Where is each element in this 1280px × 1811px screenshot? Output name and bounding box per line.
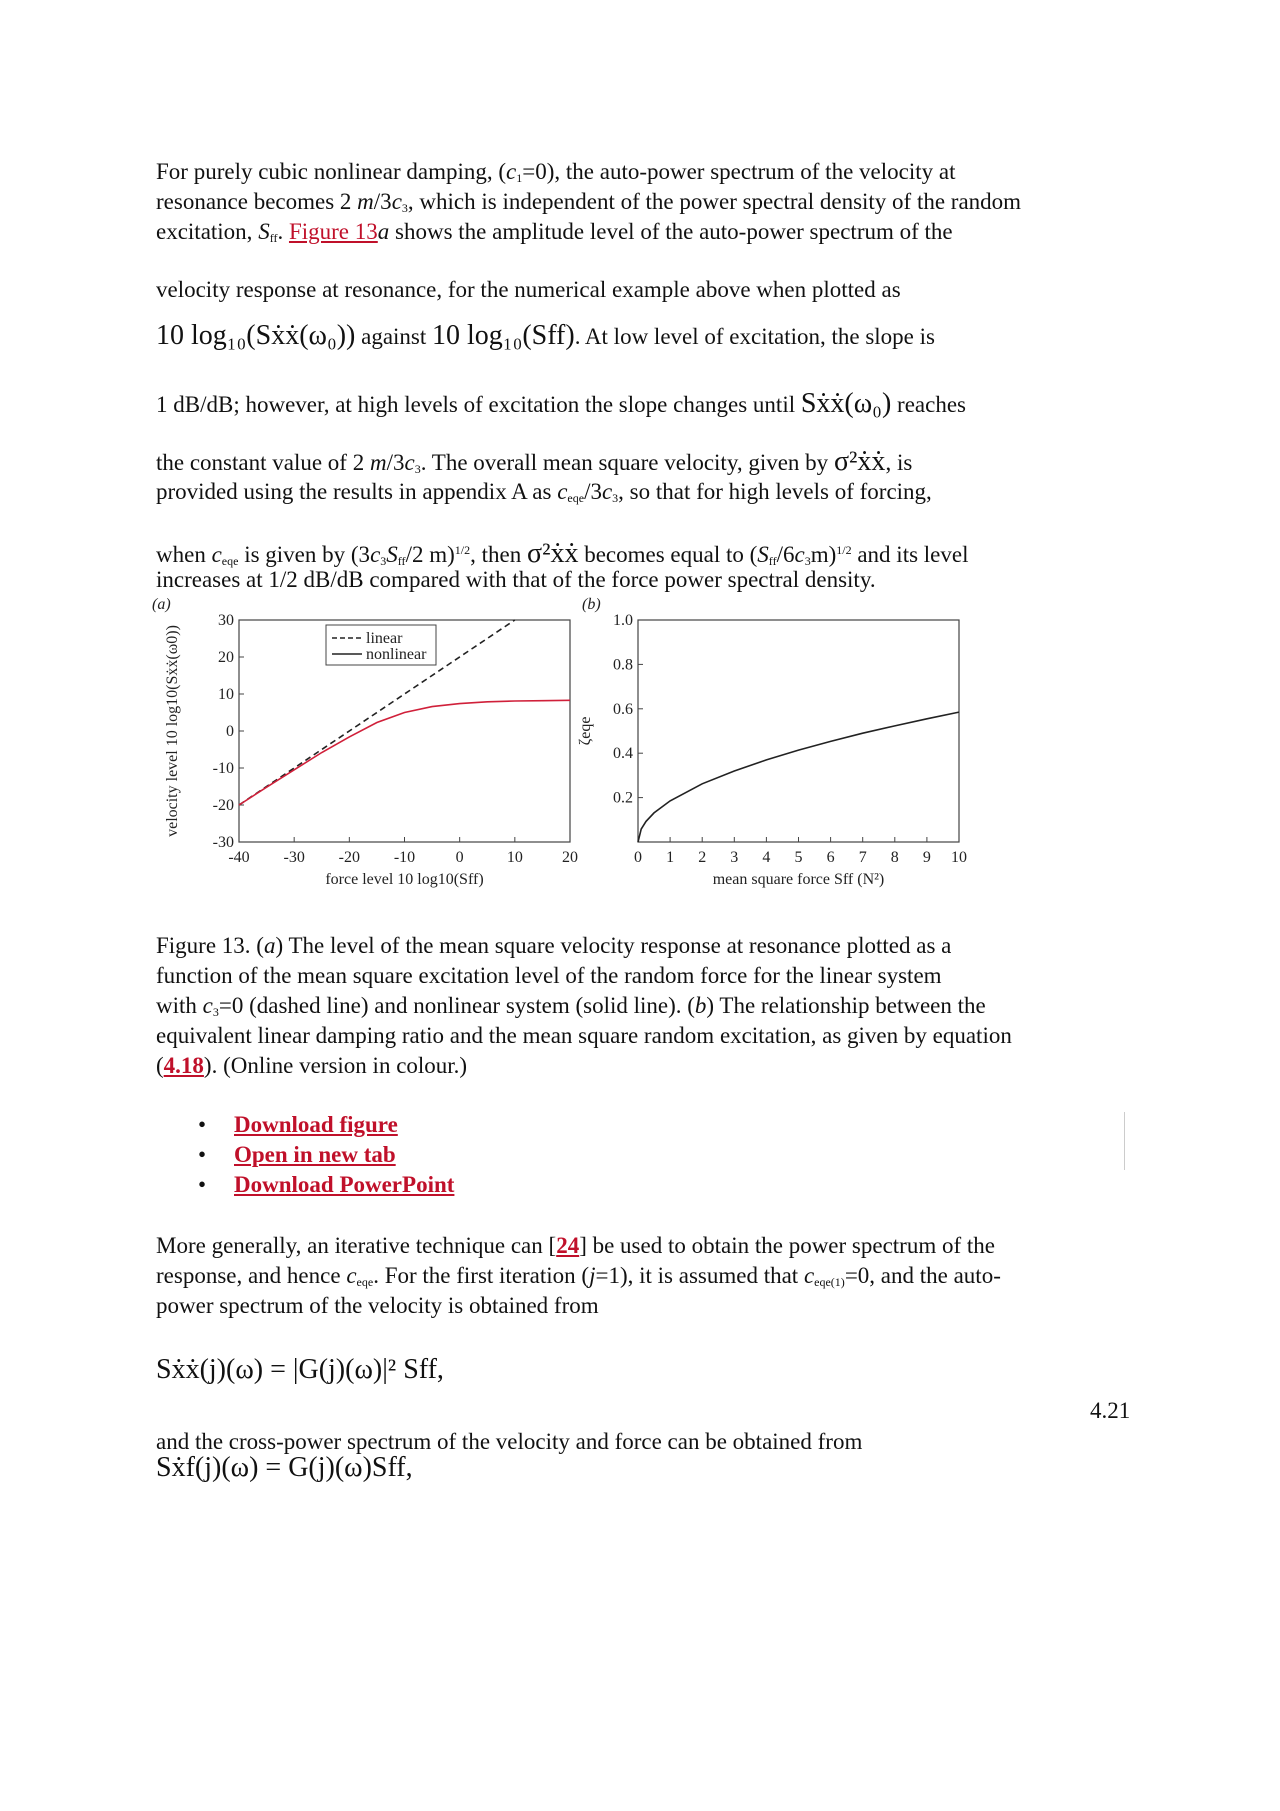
text-segment: m) — [810, 542, 837, 567]
text-line — [156, 322, 935, 351]
text-line — [156, 1022, 1012, 1050]
text-segment: 1 dB/dB; however, at high levels of excitation the slope changes until — [156, 392, 801, 417]
text-segment: S — [258, 219, 270, 244]
x-tick-label: 10 — [951, 849, 967, 866]
text-segment: a — [377, 219, 390, 244]
text-line — [156, 962, 942, 990]
math-expression: Sẋf(j)(ω) = G(j)(ω)Sff, — [156, 1452, 413, 1483]
x-tick-label: 2 — [698, 849, 707, 866]
plot-frame — [638, 620, 959, 842]
text-segment: shows the amplitude level of the auto-power spectrum of the — [389, 219, 953, 244]
x-tick-label: 6 — [826, 849, 835, 866]
text-segment: ( — [156, 1053, 164, 1078]
bullet: • — [198, 1112, 207, 1137]
x-tick-label: -40 — [228, 849, 250, 866]
text-segment: . For the first iteration ( — [373, 1263, 590, 1288]
text-segment: ) The level of the mean square velocity response at resonance plotted as a — [275, 933, 952, 958]
text-segment: a — [263, 933, 276, 958]
text-segment: 1/2 — [836, 543, 852, 557]
text-segment: ] be used to obtain the power spectrum of the — [579, 1233, 995, 1258]
text-segment: with — [156, 993, 203, 1018]
y-tick-label: 0.6 — [613, 700, 633, 718]
series-line-nonlinear — [239, 700, 570, 805]
text-segment: 3 — [212, 1005, 219, 1019]
text-segment: c — [794, 542, 805, 567]
text-segment: , then — [470, 542, 527, 567]
text-segment: is given by (3 — [238, 542, 371, 567]
text-segment: 1/2 — [454, 543, 471, 557]
text-segment: . At low level of excitation, the slope is — [574, 324, 935, 349]
text-segment: 3 — [414, 462, 421, 476]
text-segment: m — [369, 450, 387, 475]
text-line — [156, 1454, 413, 1483]
legend-label: linear — [366, 630, 403, 647]
text-segment: 3 — [380, 554, 387, 568]
math-expression: Sẋẋ(j)(ω) = |G(j)(ω)|² Sff, — [156, 1354, 444, 1385]
reference-link[interactable]: Figure 13 — [288, 219, 378, 244]
series-line-zeta — [638, 712, 959, 842]
y-tick-label: -30 — [212, 834, 234, 851]
text-segment: b — [694, 993, 707, 1018]
text-segment: c — [404, 450, 415, 475]
text-segment: 3 — [401, 201, 408, 215]
text-segment: S — [757, 542, 769, 567]
text-line — [156, 932, 951, 960]
y-tick-label: 30 — [218, 612, 234, 629]
x-tick-label: -20 — [338, 849, 360, 866]
text-segment: eqe — [221, 554, 239, 568]
y-tick-label: 0 — [226, 723, 234, 740]
open-in-new-tab-link[interactable]: Open in new tab — [234, 1142, 396, 1167]
text-segment: 1 — [516, 171, 523, 185]
text-segment: c — [370, 542, 381, 567]
y-axis-label: velocity level 10 log10(Sẋẋ(ω0)) — [164, 625, 181, 837]
text-segment: c — [391, 189, 402, 214]
text-segment: provided using the results in appendix A as — [156, 479, 558, 504]
text-segment: j — [589, 1263, 596, 1288]
y-tick-label: 0.2 — [613, 789, 633, 807]
text-segment: /3 — [584, 479, 602, 504]
text-segment: power spectrum of the velocity is obtained from — [156, 1293, 599, 1318]
text-segment: response, and hence — [156, 1263, 347, 1288]
text-segment: equivalent linear damping ratio and the mean square random excitation, as given by equation — [156, 1023, 1012, 1048]
text-segment: =1), it is assumed that — [595, 1263, 804, 1288]
reference-link[interactable]: 4.18 — [163, 1053, 204, 1078]
text-segment: m — [357, 189, 374, 214]
text-segment: =0 (dashed line) and nonlinear system (solid line). ( — [218, 993, 695, 1018]
text-segment: For purely cubic nonlinear damping, ( — [156, 159, 507, 184]
text-line — [156, 188, 1021, 222]
text-segment: 3 — [612, 491, 619, 505]
text-segment: c — [211, 542, 222, 567]
text-line — [156, 218, 953, 252]
text-segment: ). (Online version in colour.) — [203, 1053, 468, 1078]
y-tick-label: 0.4 — [613, 745, 633, 763]
text-line — [156, 276, 901, 304]
x-tick-label: -10 — [393, 849, 416, 866]
x-axis-label: force level 10 log10(Sff) — [325, 871, 484, 888]
x-tick-label: -30 — [283, 849, 305, 866]
y-axis-label: ζeqe — [577, 716, 594, 746]
equation-number: 4.21 — [1090, 1398, 1131, 1423]
reference-link[interactable]: 24 — [556, 1233, 580, 1258]
text-segment: ff — [397, 554, 406, 568]
text-line — [156, 1052, 467, 1080]
y-tick-label: -10 — [212, 760, 234, 777]
y-tick-label: -20 — [212, 797, 234, 814]
text-line — [156, 566, 876, 594]
legend-label: nonlinear — [366, 646, 427, 663]
text-segment: reaches — [891, 392, 966, 417]
panel-label: (b) — [582, 596, 601, 613]
text-segment: ff — [269, 231, 278, 245]
text-segment: resonance becomes 2 — [156, 189, 358, 214]
x-tick-label: 10 — [506, 849, 523, 866]
text-segment: ff — [768, 554, 777, 568]
text-segment: =0), the auto-power spectrum of the velocity at — [522, 159, 956, 184]
x-tick-label: 4 — [762, 849, 771, 866]
x-tick-label: 5 — [794, 849, 803, 866]
text-segment: . The overall mean square velocity, given by — [420, 450, 834, 475]
math-expression: Sẋẋ(ω₀) — [800, 388, 892, 419]
text-segment: becomes equal to ( — [578, 542, 758, 567]
x-tick-label: 1 — [666, 849, 675, 866]
x-tick-label: 7 — [858, 849, 867, 866]
x-tick-label: 20 — [562, 849, 578, 866]
text-segment: S — [386, 542, 398, 567]
x-tick-label: 9 — [922, 849, 931, 866]
text-line — [156, 158, 955, 192]
y-tick-label: 20 — [218, 649, 234, 666]
text-segment: /3 — [386, 450, 405, 475]
text-line — [156, 1292, 599, 1320]
x-tick-label: 3 — [730, 849, 739, 866]
text-segment: function of the mean square excitation level of the random force for the linear system — [156, 963, 942, 988]
text-segment: , so that for high levels of forcing, — [618, 479, 932, 504]
x-tick-label: 0 — [455, 849, 464, 866]
text-segment: increases at 1/2 dB/dB compared with that of the force power spectral density. — [156, 567, 876, 592]
text-segment: Figure 13. ( — [156, 933, 264, 958]
text-segment: . — [277, 219, 289, 244]
text-segment: eqe — [356, 1275, 374, 1289]
text-line — [156, 1356, 444, 1385]
download-powerpoint-link[interactable]: Download PowerPoint — [234, 1172, 455, 1197]
text-line — [156, 478, 932, 512]
text-segment: eqe(1) — [814, 1275, 845, 1289]
download-figure-link[interactable]: Download figure — [234, 1112, 398, 1137]
text-segment: /3 — [373, 189, 392, 214]
y-tick-label: 0.8 — [613, 656, 633, 674]
text-segment: c — [506, 159, 517, 184]
bullet: • — [198, 1172, 207, 1197]
text-segment: /2 m) — [405, 542, 455, 567]
text-segment: velocity response at resonance, for the numerical example above when plotted as — [156, 277, 901, 302]
math-expression: σ²ẋẋ — [833, 446, 886, 477]
text-segment: c — [803, 1263, 815, 1288]
figure-13b-chart — [577, 595, 980, 900]
text-segment: c — [557, 479, 568, 504]
text-segment: , which is independent of the power spectral density of the random — [407, 189, 1022, 214]
text-segment: ) The relationship between the — [706, 993, 986, 1018]
text-segment: eqe — [567, 491, 585, 505]
figure-13a-chart — [150, 595, 590, 900]
x-tick-label: 0 — [634, 849, 642, 866]
x-tick-label: 8 — [890, 849, 899, 866]
text-segment: More generally, an iterative technique can [ — [156, 1233, 557, 1258]
text-segment: =0, and the auto- — [844, 1263, 1001, 1288]
math-expression: 10 log₁₀(Sff) — [432, 320, 575, 351]
math-expression: 10 log₁₀(Sẋẋ(ω₀)) — [156, 320, 356, 351]
text-segment: when — [156, 542, 212, 567]
text-segment: against — [355, 324, 433, 349]
text-segment: c — [346, 1263, 357, 1288]
text-line — [156, 1232, 995, 1260]
text-line — [156, 390, 966, 419]
bullet: • — [198, 1142, 207, 1167]
text-segment: /6 — [776, 542, 795, 567]
text-line — [156, 992, 986, 1026]
text-segment: the constant value of 2 — [156, 450, 370, 475]
text-segment: c — [601, 479, 613, 504]
y-tick-label: 1.0 — [613, 612, 633, 629]
text-segment: 3 — [804, 554, 811, 568]
divider — [1124, 1112, 1125, 1170]
text-line — [156, 1262, 1001, 1296]
panel-label: (a) — [152, 596, 171, 613]
text-segment: excitation, — [156, 219, 259, 244]
text-segment: , is — [885, 450, 913, 475]
y-tick-label: 10 — [218, 686, 234, 703]
text-segment: and its level — [851, 542, 969, 567]
math-expression: σ²ẋẋ — [526, 538, 579, 569]
x-axis-label: mean square force Sff (N²) — [712, 871, 885, 888]
text-segment: c — [202, 993, 213, 1018]
text-segment: and the cross-power spectrum of the velocity and force can be obtained from — [156, 1429, 863, 1454]
